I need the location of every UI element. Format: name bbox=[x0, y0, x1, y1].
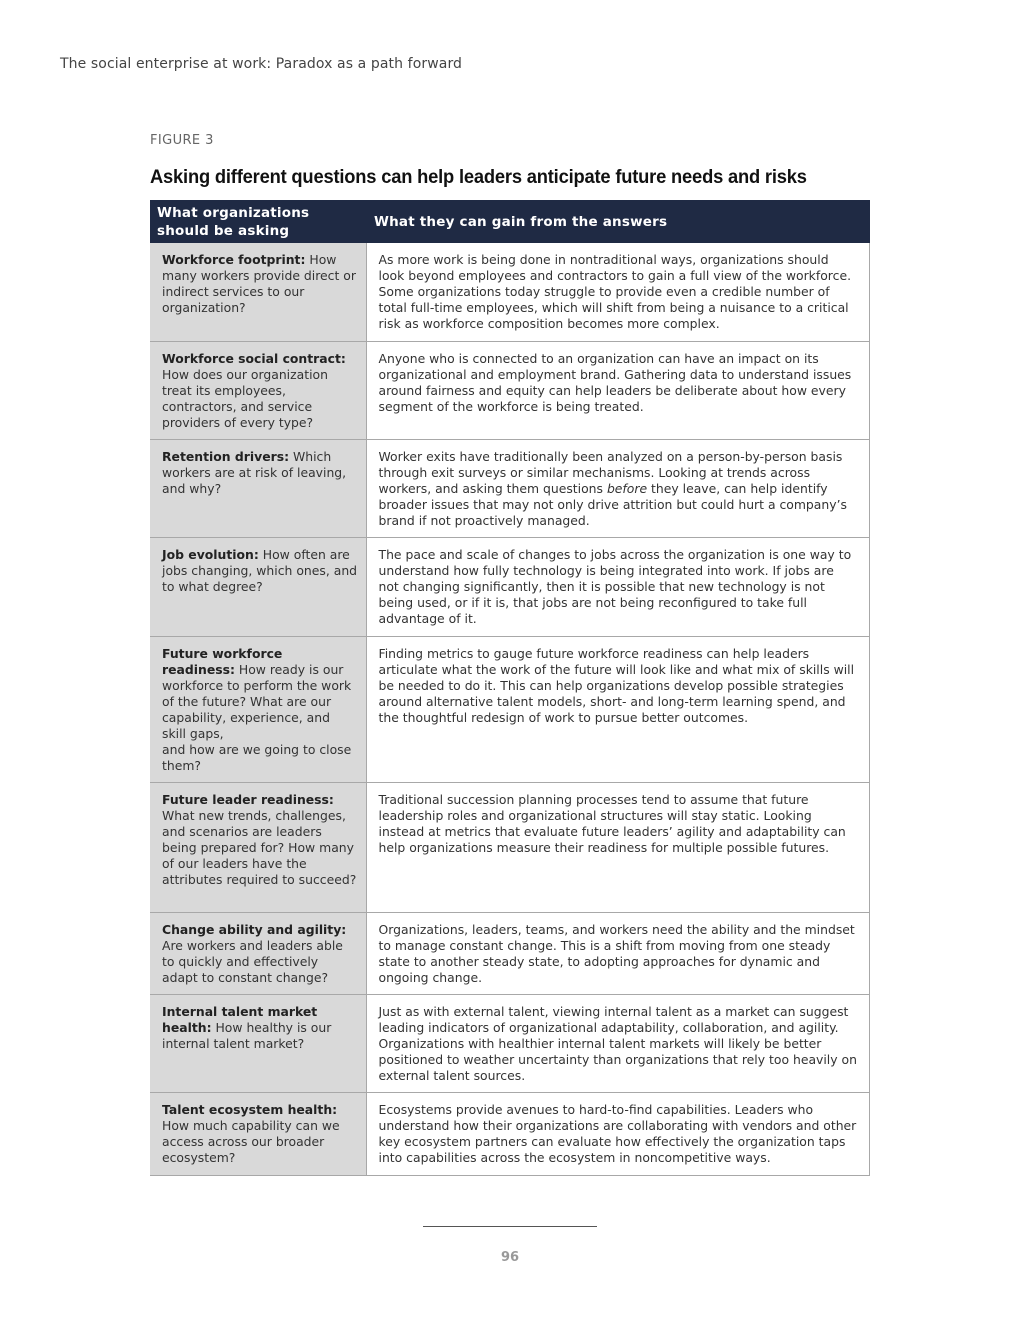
answer-cell: Traditional succession planning processes tend to assume that future leadership roles and organizational structures will stay static. Looking instead at metrics that evaluate future leaders’ agility and adaptability can help organizations measure their readiness for multiple possible futures. bbox=[366, 782, 870, 912]
question-cell bbox=[150, 782, 366, 912]
answer-cell bbox=[366, 439, 870, 537]
table-row bbox=[150, 537, 870, 636]
questions-table bbox=[150, 200, 870, 1176]
question-term: Workforce footprint: bbox=[162, 252, 306, 267]
answer-text: they leave, can help identify broader issues that may not only drive attrition but could hurt a company’s brand if not proactively managed. bbox=[378, 480, 847, 528]
question-cell bbox=[150, 912, 366, 994]
answer-cell: Finding metrics to gauge future workforce readiness can help leaders articulate what the work of the future will look like and what mix of skills will be needed to do it. This can help organizations develop possible strategies around alternative talent models, short- and long-term learning spend, and the thoughtful redesign of work to pursue better outcomes. bbox=[366, 636, 870, 782]
table-row bbox=[150, 439, 870, 537]
question-term: Job evolution: bbox=[162, 546, 259, 562]
column-header-question: What organizations should be asking bbox=[150, 200, 366, 243]
question-term: Future workforce readiness: bbox=[162, 645, 283, 677]
question-text: How many workers provide direct or indirect services to our organization? bbox=[162, 252, 356, 315]
question-term: Change ability and agility: bbox=[162, 921, 347, 937]
question-term: Internal talent market health: bbox=[162, 1003, 318, 1035]
running-header: The social enterprise at work: Paradox as a path forward bbox=[60, 56, 463, 72]
table-row bbox=[150, 243, 870, 341]
page-number: 96 bbox=[500, 1250, 520, 1265]
question-term: Talent ecosystem health: bbox=[162, 1101, 338, 1117]
question-cell bbox=[150, 439, 366, 537]
answer-cell: Anyone who is connected to an organization can have an impact on its organizational and employment brand. Gathering data to understand issues around fairness and equity can help leaders be deliberate about how every segment of the workforce is being treated. bbox=[366, 341, 870, 439]
table-row bbox=[150, 341, 870, 439]
answer-cell: As more work is being done in nontraditional ways, organizations should look beyond employees and contractors to gain a full view of the workforce. Some organizations today struggle to provide even a credible number of total full-time employees, which will shift from being a nuisance to a critical risk as workforce composition becomes more complex. bbox=[366, 243, 870, 341]
question-cell bbox=[150, 636, 366, 782]
answer-cell: Just as with external talent, viewing internal talent as a market can suggest leading indicators of organizational adaptability, collaboration, and agility. Organizations with healthier internal talent markets will likely be better positioned to weather uncertainty than organizations that rely too heavily on external talent sources. bbox=[366, 994, 870, 1092]
question-text: Are workers and leaders able to quickly and effectively adapt to constant change? bbox=[162, 937, 343, 985]
question-text: Which workers are at risk of leaving, and why? bbox=[162, 448, 347, 496]
table-row bbox=[150, 912, 870, 994]
question-text: What new trends, challenges, and scenarios are leaders being prepared for? How many of our leaders have the attributes required to succeed? bbox=[162, 807, 357, 887]
answer-cell: Ecosystems provide avenues to hard-to-find capabilities. Leaders who understand how their organizations are collaborating with vendors and other key ecosystem partners can evaluate how effectively the organization taps into capabilities across the ecosystem in noncompetitive ways. bbox=[366, 1092, 870, 1175]
answer-emphasis: before bbox=[606, 480, 648, 496]
question-text-continued: and how are we going to close them? bbox=[162, 741, 352, 773]
question-term: Future leader readiness: bbox=[162, 791, 334, 807]
question-cell bbox=[150, 1092, 366, 1175]
question-cell bbox=[150, 341, 366, 439]
column-header-answer: What they can gain from the answers bbox=[366, 200, 870, 243]
table-row bbox=[150, 636, 870, 782]
answer-cell: Organizations, leaders, teams, and workers need the ability and the mindset to manage constant change. This is a shift from moving from one steady state to another steady state, to adopting approaches for dynamic and ongoing change. bbox=[366, 912, 870, 994]
question-term: Retention drivers: bbox=[162, 448, 290, 464]
table-row bbox=[150, 994, 870, 1092]
question-text: How often are jobs changing, which ones, and to what degree? bbox=[162, 546, 358, 594]
figure-label: FIGURE 3 bbox=[150, 133, 214, 148]
question-text: How healthy is our internal talent market? bbox=[162, 1019, 332, 1051]
question-term: Workforce social contract: bbox=[162, 350, 346, 366]
answer-text: Worker exits have traditionally been analyzed on a person-by-person basis through exit surveys or similar mechanisms. Looking at trends across workers, and asking them questions bbox=[378, 448, 843, 496]
question-cell bbox=[150, 537, 366, 636]
table-row bbox=[150, 1092, 870, 1175]
table-row bbox=[150, 782, 870, 912]
question-cell bbox=[150, 243, 366, 341]
question-text: How ready is our workforce to perform the work of the future? What are our capability, experience, and skill gaps, bbox=[162, 661, 352, 741]
question-text: How does our organization treat its employees, contractors, and service providers of every type? bbox=[162, 366, 328, 430]
question-text: How much capability can we access across our broader ecosystem? bbox=[162, 1117, 340, 1165]
answer-cell: The pace and scale of changes to jobs across the organization is one way to understand how fully technology is being integrated into work. If jobs are not changing significantly, then it is possible that new technology is not being used, or if it is, that jobs are not being reconfigured to take full advantage of it. bbox=[366, 537, 870, 636]
figure-title: Asking different questions can help leaders anticipate future needs and risks bbox=[150, 166, 807, 188]
table-header-row bbox=[150, 200, 870, 243]
footer-divider bbox=[423, 1226, 597, 1227]
question-cell bbox=[150, 994, 366, 1092]
